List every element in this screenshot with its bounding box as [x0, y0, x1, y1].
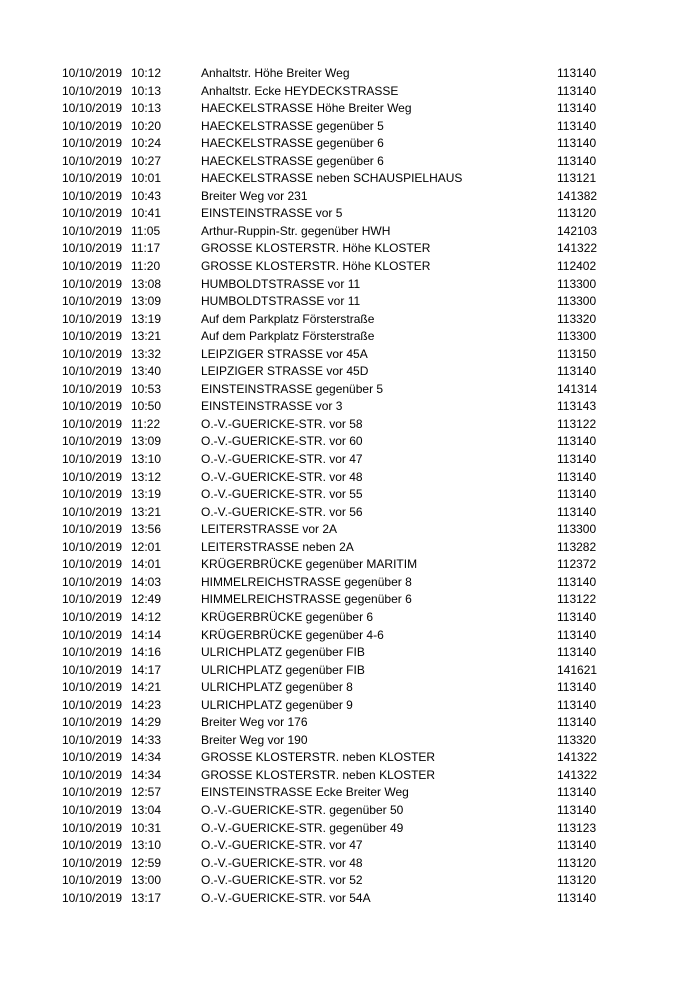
record-code: 113300 [557, 276, 597, 291]
record-date: 10/10/2019 [62, 364, 123, 379]
record-code: 141322 [557, 767, 598, 782]
record-date: 10/10/2019 [62, 206, 123, 221]
record-location: Breiter Weg vor 176 [201, 715, 308, 730]
table-row [0, 714, 700, 732]
record-code: 141322 [557, 750, 598, 765]
record-location: KRÜGERBRÜCKE gegenüber 6 [201, 609, 374, 624]
record-time: 13:21 [131, 329, 162, 344]
record-code: 113140 [557, 487, 597, 502]
record-location: ULRICHPLATZ gegenüber 8 [201, 680, 353, 695]
record-time: 14:33 [131, 732, 162, 747]
record-location: O.-V.-GUERICKE-STR. vor 52 [201, 873, 363, 888]
record-date: 10/10/2019 [62, 802, 123, 817]
record-time: 14:01 [131, 557, 162, 572]
record-code: 113140 [557, 66, 597, 80]
record-code: 113300 [557, 294, 597, 309]
record-location: HAECKELSTRASSE gegenüber 6 [201, 136, 384, 151]
record-time: 10:43 [131, 188, 162, 203]
record-code: 113140 [557, 890, 597, 905]
table-row [0, 416, 700, 434]
table-row [0, 170, 700, 188]
record-time: 11:05 [131, 223, 161, 238]
record-location: O.-V.-GUERICKE-STR. vor 60 [201, 434, 363, 449]
record-location: KRÜGERBRÜCKE gegenüber MARITIM [201, 557, 418, 572]
record-date: 10/10/2019 [62, 381, 123, 396]
record-time: 12:59 [131, 855, 162, 870]
table-row [0, 65, 700, 83]
record-time: 13:19 [131, 487, 162, 502]
table-row [0, 662, 700, 680]
record-time: 14:17 [131, 662, 162, 677]
record-location: O.-V.-GUERICKE-STR. vor 54A [201, 890, 371, 905]
record-location: LEIPZIGER STRASSE vor 45A [201, 346, 368, 361]
record-code: 113140 [557, 504, 597, 519]
record-time: 13:40 [131, 364, 162, 379]
record-time: 14:12 [131, 609, 162, 624]
record-time: 13:12 [131, 469, 162, 484]
record-time: 13:10 [131, 838, 162, 853]
table-row [0, 855, 700, 873]
record-code: 113140 [557, 574, 597, 589]
record-code: 113300 [557, 329, 597, 344]
record-code: 113140 [557, 364, 597, 379]
record-date: 10/10/2019 [62, 609, 123, 624]
record-date: 10/10/2019 [62, 452, 123, 467]
record-date: 10/10/2019 [62, 311, 123, 326]
table-row [0, 749, 700, 767]
record-time: 10:13 [131, 83, 162, 98]
table-row [0, 486, 700, 504]
record-code: 113140 [557, 153, 597, 168]
record-date: 10/10/2019 [62, 522, 123, 537]
record-location: O.-V.-GUERICKE-STR. gegenüber 49 [201, 820, 404, 835]
record-time: 14:21 [131, 680, 162, 695]
record-time: 11:17 [131, 241, 161, 256]
table-row [0, 258, 700, 276]
table-row [0, 732, 700, 750]
record-date: 10/10/2019 [62, 118, 123, 133]
table-row [0, 890, 700, 908]
record-code: 113143 [557, 399, 597, 414]
record-date: 10/10/2019 [62, 188, 123, 203]
record-time: 14:16 [131, 645, 162, 660]
table-row [0, 644, 700, 662]
record-date: 10/10/2019 [62, 767, 123, 782]
record-location: Anhaltstr. Höhe Breiter Weg [201, 66, 350, 80]
record-date: 10/10/2019 [62, 680, 123, 695]
record-time: 12:57 [131, 785, 162, 800]
table-row [0, 504, 700, 522]
record-location: HIMMELREICHSTRASSE gegenüber 6 [201, 592, 412, 607]
record-location: EINSTEINSTRASSE Ecke Breiter Weg [201, 785, 409, 800]
record-location: GROSSE KLOSTERSTR. Höhe KLOSTER [201, 259, 431, 274]
record-date: 10/10/2019 [62, 294, 123, 309]
table-row [0, 767, 700, 785]
record-location: HAECKELSTRASSE gegenüber 5 [201, 118, 384, 133]
record-code: 113140 [557, 802, 597, 817]
table-row [0, 469, 700, 487]
record-date: 10/10/2019 [62, 820, 123, 835]
record-date: 10/10/2019 [62, 732, 123, 747]
table-row [0, 381, 700, 399]
record-code: 113121 [557, 171, 597, 186]
table-row [0, 433, 700, 451]
table-row [0, 451, 700, 469]
record-location: Auf dem Parkplatz Försterstraße [201, 329, 375, 344]
table-row [0, 135, 700, 153]
record-time: 14:34 [131, 767, 162, 782]
record-code: 113122 [557, 416, 597, 431]
record-time: 13:32 [131, 346, 162, 361]
record-location: LEITERSTRASSE neben 2A [201, 539, 354, 554]
record-location: GROSSE KLOSTERSTR. neben KLOSTER [201, 767, 436, 782]
record-location: EINSTEINSTRASSE vor 3 [201, 399, 343, 414]
record-code: 113140 [557, 697, 597, 712]
record-time: 13:08 [131, 276, 162, 291]
table-row [0, 627, 700, 645]
record-date: 10/10/2019 [62, 645, 123, 660]
record-date: 10/10/2019 [62, 890, 123, 905]
record-date: 10/10/2019 [62, 715, 123, 730]
record-location: O.-V.-GUERICKE-STR. gegenüber 50 [201, 802, 404, 817]
table-row [0, 118, 700, 136]
record-location: Arthur-Ruppin-Str. gegenüber HWH [201, 223, 391, 238]
record-code: 113140 [557, 645, 597, 660]
table-row [0, 784, 700, 802]
record-time: 12:01 [131, 539, 162, 554]
record-location: O.-V.-GUERICKE-STR. vor 48 [201, 855, 363, 870]
record-location: ULRICHPLATZ gegenüber FIB [201, 645, 365, 660]
record-time: 12:49 [131, 592, 162, 607]
record-code: 112402 [557, 259, 597, 274]
table-row [0, 363, 700, 381]
record-code: 141322 [557, 241, 598, 256]
record-time: 10:12 [131, 66, 162, 80]
record-location: O.-V.-GUERICKE-STR. vor 47 [201, 838, 363, 853]
record-location: O.-V.-GUERICKE-STR. vor 48 [201, 469, 363, 484]
record-date: 10/10/2019 [62, 329, 123, 344]
record-time: 14:03 [131, 574, 162, 589]
record-code: 113140 [557, 434, 597, 449]
table-row [0, 188, 700, 206]
record-location: GROSSE KLOSTERSTR. Höhe KLOSTER [201, 241, 431, 256]
record-code: 141314 [557, 381, 598, 396]
record-time: 13:56 [131, 522, 162, 537]
record-date: 10/10/2019 [62, 66, 123, 80]
record-date: 10/10/2019 [62, 276, 123, 291]
record-location: Breiter Weg vor 190 [201, 732, 308, 747]
table-row [0, 153, 700, 171]
record-time: 13:21 [131, 504, 162, 519]
record-code: 113120 [557, 855, 597, 870]
record-date: 10/10/2019 [62, 469, 123, 484]
table-row [0, 539, 700, 557]
record-code: 113282 [557, 539, 597, 554]
record-time: 13:09 [131, 294, 162, 309]
table-row [0, 574, 700, 592]
record-location: O.-V.-GUERICKE-STR. vor 56 [201, 504, 363, 519]
record-time: 10:20 [131, 118, 162, 133]
record-location: HIMMELREICHSTRASSE gegenüber 8 [201, 574, 412, 589]
record-date: 10/10/2019 [62, 259, 123, 274]
record-code: 113140 [557, 136, 597, 151]
record-date: 10/10/2019 [62, 750, 123, 765]
record-date: 10/10/2019 [62, 627, 123, 642]
table-row [0, 609, 700, 627]
record-time: 10:13 [131, 101, 162, 116]
table-row [0, 820, 700, 838]
record-time: 14:23 [131, 697, 162, 712]
table-row [0, 521, 700, 539]
record-time: 14:29 [131, 715, 162, 730]
record-time: 14:34 [131, 750, 162, 765]
record-date: 10/10/2019 [62, 241, 123, 256]
record-location: HAECKELSTRASSE Höhe Breiter Weg [201, 101, 412, 116]
record-code: 113140 [557, 680, 597, 695]
table-row [0, 679, 700, 697]
record-time: 13:09 [131, 434, 162, 449]
record-time: 10:24 [131, 136, 162, 151]
record-date: 10/10/2019 [62, 697, 123, 712]
record-date: 10/10/2019 [62, 136, 123, 151]
record-date: 10/10/2019 [62, 416, 123, 431]
record-code: 113140 [557, 627, 597, 642]
table-row [0, 311, 700, 329]
record-time: 13:17 [131, 890, 162, 905]
record-time: 13:04 [131, 802, 162, 817]
record-code: 112372 [557, 557, 597, 572]
record-time: 13:19 [131, 311, 162, 326]
record-date: 10/10/2019 [62, 785, 123, 800]
table-row [0, 293, 700, 311]
record-code: 113140 [557, 715, 597, 730]
record-date: 10/10/2019 [62, 346, 123, 361]
record-code: 113320 [557, 311, 597, 326]
record-location: GROSSE KLOSTERSTR. neben KLOSTER [201, 750, 436, 765]
table-row [0, 697, 700, 715]
record-time: 11:22 [131, 416, 161, 431]
record-date: 10/10/2019 [62, 504, 123, 519]
table-row [0, 872, 700, 890]
record-location: ULRICHPLATZ gegenüber FIB [201, 662, 365, 677]
record-location: LEITERSTRASSE vor 2A [201, 522, 338, 537]
record-location: ULRICHPLATZ gegenüber 9 [201, 697, 353, 712]
table-row [0, 556, 700, 574]
record-location: Breiter Weg vor 231 [201, 188, 308, 203]
record-location: HAECKELSTRASSE gegenüber 6 [201, 153, 384, 168]
record-date: 10/10/2019 [62, 838, 123, 853]
record-location: O.-V.-GUERICKE-STR. vor 55 [201, 487, 363, 502]
record-location: EINSTEINSTRASSE gegenüber 5 [201, 381, 384, 396]
record-code: 113140 [557, 83, 597, 98]
table-row [0, 100, 700, 118]
table-row [0, 240, 700, 258]
record-time: 14:14 [131, 627, 162, 642]
record-time: 10:50 [131, 399, 162, 414]
record-code: 113140 [557, 838, 597, 853]
record-location: Auf dem Parkplatz Försterstraße [201, 311, 375, 326]
record-code: 113140 [557, 785, 597, 800]
table-row [0, 205, 700, 223]
table-row [0, 276, 700, 294]
record-date: 10/10/2019 [62, 83, 123, 98]
record-date: 10/10/2019 [62, 153, 123, 168]
record-code: 113140 [557, 101, 597, 116]
record-time: 11:20 [131, 259, 161, 274]
record-code: 141382 [557, 188, 598, 203]
record-time: 13:00 [131, 873, 162, 888]
record-code: 113140 [557, 469, 597, 484]
record-location: LEIPZIGER STRASSE vor 45D [201, 364, 369, 379]
record-time: 10:31 [131, 820, 162, 835]
record-code: 113140 [557, 452, 597, 467]
table-row [0, 591, 700, 609]
record-date: 10/10/2019 [62, 101, 123, 116]
record-date: 10/10/2019 [62, 574, 123, 589]
record-code: 113122 [557, 592, 597, 607]
table-row [0, 83, 700, 101]
table-row [0, 328, 700, 346]
record-code: 113140 [557, 609, 597, 624]
record-location: HUMBOLDTSTRASSE vor 11 [201, 294, 361, 309]
record-code: 113140 [557, 118, 597, 133]
record-location: Anhaltstr. Ecke HEYDECKSTRASSE [201, 83, 399, 98]
record-date: 10/10/2019 [62, 171, 123, 186]
table-row [0, 837, 700, 855]
record-location: HAECKELSTRASSE neben SCHAUSPIELHAUS [201, 171, 463, 186]
record-date: 10/10/2019 [62, 434, 123, 449]
record-time: 13:10 [131, 452, 162, 467]
record-code: 113150 [557, 346, 597, 361]
record-list [0, 65, 700, 907]
record-date: 10/10/2019 [62, 855, 123, 870]
record-code: 113300 [557, 522, 597, 537]
record-code: 141621 [557, 662, 598, 677]
record-code: 113120 [557, 873, 597, 888]
record-date: 10/10/2019 [62, 873, 123, 888]
record-location: O.-V.-GUERICKE-STR. vor 47 [201, 452, 363, 467]
record-time: 10:27 [131, 153, 162, 168]
table-row [0, 398, 700, 416]
table-row [0, 223, 700, 241]
record-date: 10/10/2019 [62, 539, 123, 554]
record-location: KRÜGERBRÜCKE gegenüber 4-6 [201, 627, 384, 642]
record-time: 10:01 [131, 171, 162, 186]
record-code: 142103 [557, 223, 598, 238]
record-time: 10:53 [131, 381, 162, 396]
table-row [0, 802, 700, 820]
record-location: O.-V.-GUERICKE-STR. vor 58 [201, 416, 363, 431]
table-row [0, 346, 700, 364]
record-date: 10/10/2019 [62, 223, 123, 238]
record-date: 10/10/2019 [62, 399, 123, 414]
record-date: 10/10/2019 [62, 487, 123, 502]
record-code: 113123 [557, 820, 597, 835]
record-location: HUMBOLDTSTRASSE vor 11 [201, 276, 361, 291]
record-code: 113120 [557, 206, 597, 221]
record-time: 10:41 [131, 206, 162, 221]
record-code: 113320 [557, 732, 597, 747]
record-date: 10/10/2019 [62, 557, 123, 572]
record-date: 10/10/2019 [62, 662, 123, 677]
record-date: 10/10/2019 [62, 592, 123, 607]
record-location: EINSTEINSTRASSE vor 5 [201, 206, 343, 221]
